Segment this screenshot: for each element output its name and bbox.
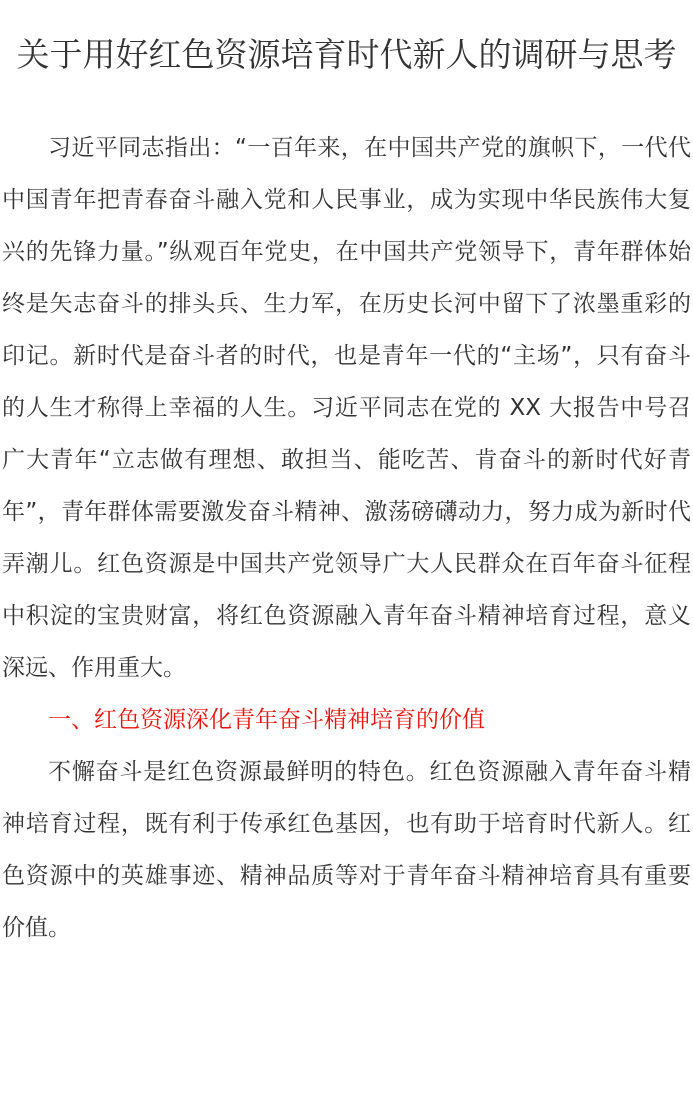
article-title: 关于用好红色资源培育时代新人的调研与思考 (16, 35, 677, 74)
section-heading-1: 一、红色资源深化青年奋斗精神培育的价值 (48, 707, 485, 733)
intro-paragraph: 习近平同志指出：“一百年来，在中国共产党的旗帜下，一代代中国青年把青春奋斗融入党和人民事业，成为实现中华民族伟大复兴的先锋力量。”纵观百年党史，在中国共产党领导下，青年群体始终是矢志奋斗的排头兵、生力军，在历史长河中留下了浓墨重彩的印记。新时代是奋斗者的时代，也是青年一代的“主场”，只有奋斗的人生才称得上幸福的人生。习近平同志在党的 XX 大报告中号召广大青年“立志做有理想、敢担当、能吃苦、肯奋斗的新时代好青年”，青年群体需要激发奋斗精神、激荡磅礴动力，努力成为新时代弄潮儿。红色资源是中国共产党领导广大人民群众在百年奋斗征程中积淀的宝贵财富，将红色资源融入青年奋斗精神培育过程，意义深远、作用重大。 (2, 135, 691, 681)
section-1-paragraph: 不懈奋斗是红色资源最鲜明的特色。红色资源融入青年奋斗精神培育过程，既有利于传承红色基因，也有助于培育时代新人。红色资源中的英雄事迹、精神品质等对于青年奋斗精神培育具有重要价值。 (2, 759, 691, 941)
article-body (2, 122, 691, 954)
